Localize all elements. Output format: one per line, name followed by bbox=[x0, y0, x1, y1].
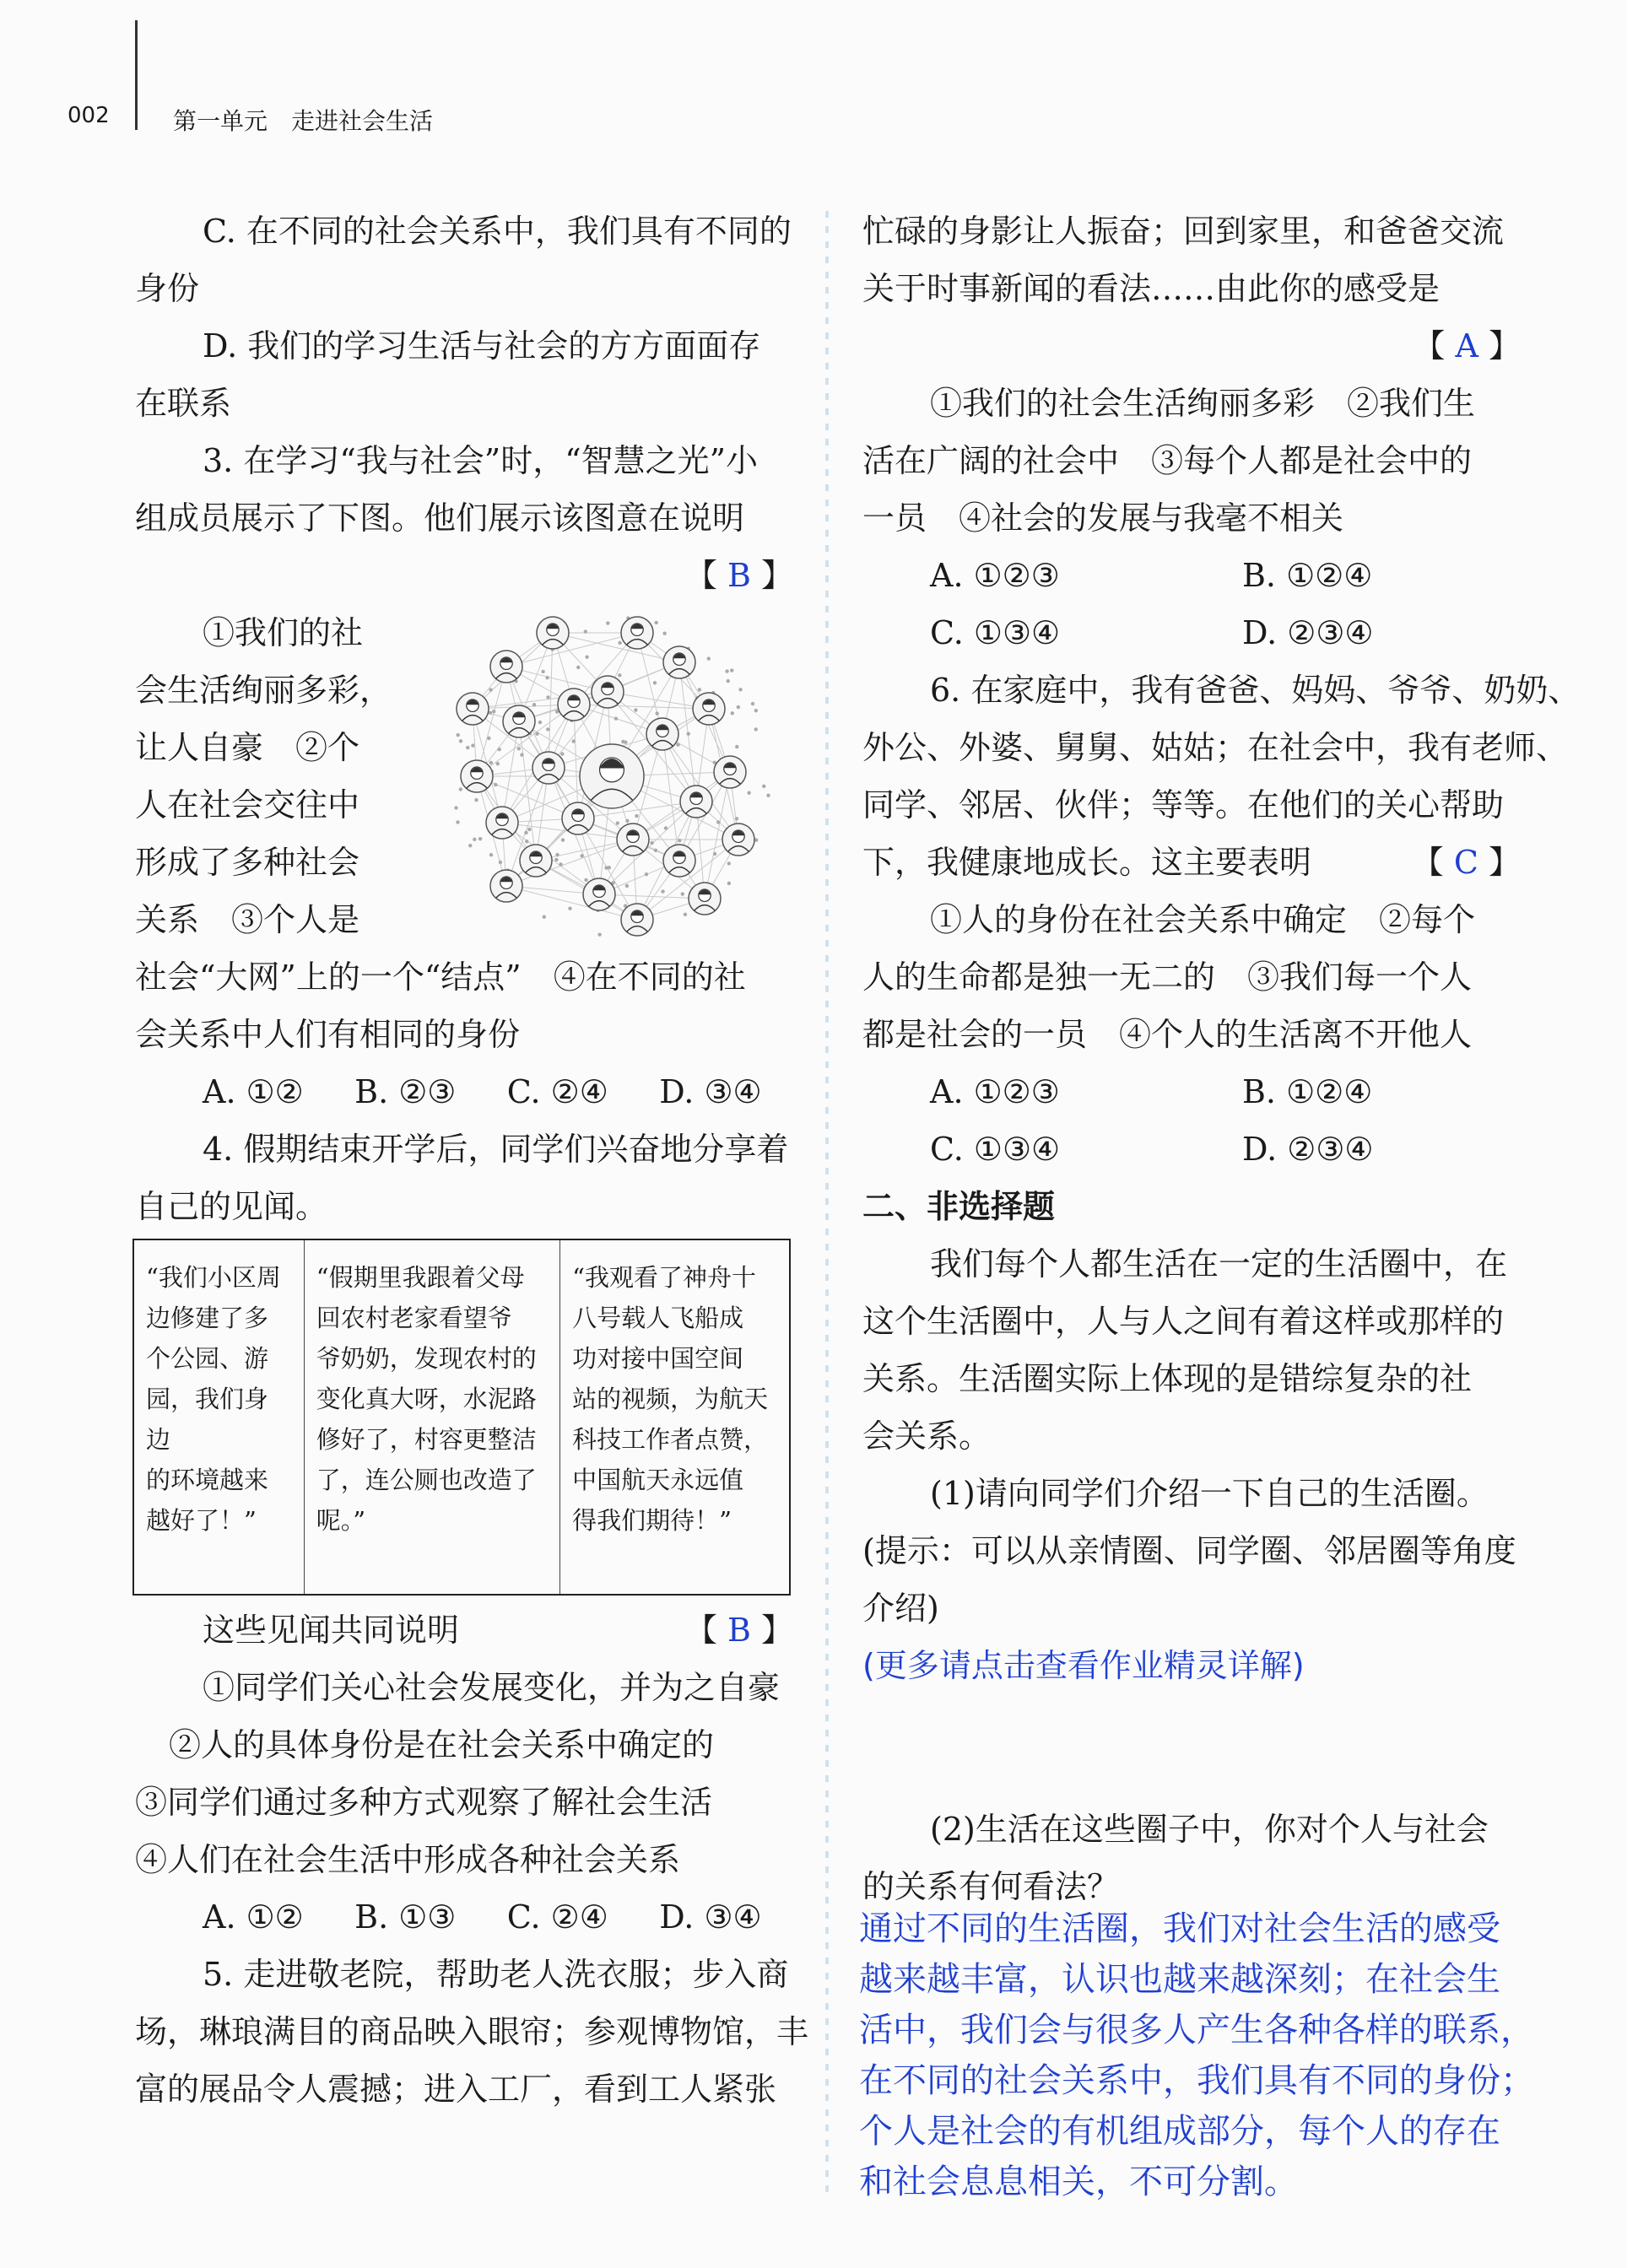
network-dot bbox=[532, 703, 536, 706]
network-dot bbox=[684, 913, 687, 916]
person-icon bbox=[532, 752, 565, 784]
network-dot bbox=[716, 820, 720, 824]
q6-choices-row bbox=[862, 1120, 1521, 1178]
network-link bbox=[679, 662, 696, 802]
network-dot bbox=[654, 849, 657, 852]
network-dot bbox=[678, 839, 681, 842]
sub-question-2: (2)生活在这些圈子中，你对个人与社会 bbox=[930, 1811, 1489, 1848]
network-dot bbox=[735, 745, 738, 748]
q5-choice: C. ①③④ bbox=[930, 614, 1061, 651]
q4-option: ①同学们关心社会发展变化，并为之自豪 bbox=[203, 1669, 781, 1706]
sub-question-2: 的关系有何看法？ bbox=[862, 1868, 1120, 1905]
network-dot bbox=[559, 862, 562, 866]
network-dot bbox=[661, 889, 664, 893]
q3-answer-bracket: 【 B 】 bbox=[684, 557, 793, 594]
network-link bbox=[662, 734, 679, 861]
network-dot bbox=[664, 826, 668, 829]
network-dot bbox=[585, 656, 588, 659]
person-icon bbox=[689, 883, 721, 915]
network-dot bbox=[545, 676, 549, 679]
network-dot bbox=[474, 798, 478, 802]
q3-answer: B bbox=[727, 557, 751, 594]
network-dot bbox=[541, 670, 544, 673]
network-dot bbox=[456, 820, 459, 824]
q3-option-line: 会关系中人们有相同的身份 bbox=[135, 1016, 521, 1053]
network-dot bbox=[653, 681, 657, 684]
network-dot bbox=[584, 629, 587, 633]
person-icon bbox=[663, 845, 695, 877]
quote-line: 越好了！” bbox=[146, 1506, 257, 1535]
q3-option-line: 会生活绚丽多彩， bbox=[135, 672, 392, 709]
network-dot bbox=[727, 882, 731, 885]
q2-option-d-cont: 在联系 bbox=[135, 385, 232, 422]
q5-stem-cont: 忙碌的身影让人振奋；回到家里，和爸爸交流 bbox=[862, 213, 1505, 250]
q3-choice: B. ②③ bbox=[354, 1073, 457, 1110]
network-dot bbox=[525, 840, 528, 843]
network-dot bbox=[497, 748, 500, 751]
q6-option: 都是社会的一员 ④个人的生活离不开他人 bbox=[862, 1016, 1473, 1053]
network-dot bbox=[538, 721, 542, 724]
network-dot bbox=[520, 753, 523, 756]
quote-line: 园，我们身边 bbox=[146, 1385, 269, 1454]
q6-answer-bracket: 【 C 】 bbox=[1411, 844, 1521, 881]
q4-stem-cont: 自己的见闻。 bbox=[135, 1188, 328, 1225]
network-dot bbox=[561, 838, 565, 841]
q4-option: ③同学们通过多种方式观察了解社会生活 bbox=[135, 1784, 713, 1821]
network-dot bbox=[654, 621, 657, 624]
network-dot bbox=[731, 711, 734, 715]
q4-answer-bracket: 【 B 】 bbox=[684, 1612, 793, 1649]
network-dot bbox=[645, 872, 648, 876]
network-dot bbox=[576, 666, 580, 669]
q4-option: ④人们在社会生活中形成各种社会关系 bbox=[135, 1841, 681, 1878]
person-icon bbox=[490, 651, 522, 683]
right-column-lower bbox=[862, 1801, 1538, 1915]
quote-line: 了，连公厕也改造了 bbox=[316, 1466, 537, 1494]
person-icon bbox=[621, 617, 653, 649]
q5-choices-row bbox=[862, 547, 1521, 604]
network-dot bbox=[546, 727, 549, 731]
q4-question-text: 这些见闻共同说明 bbox=[203, 1612, 460, 1649]
q4-quotes-table bbox=[132, 1239, 791, 1596]
q3-stem: 3. 在学习“我与社会”时，“智慧之光”小 bbox=[203, 442, 759, 479]
network-dot bbox=[621, 740, 624, 743]
q5-choice: A. ①②③ bbox=[930, 557, 1060, 594]
network-dot bbox=[597, 932, 601, 936]
q3-option-line: 让人自豪 ②个 bbox=[135, 729, 360, 766]
answer-line: 个人是社会的有机组成部分，每个人的存在 bbox=[859, 2112, 1500, 2151]
network-link bbox=[506, 633, 637, 667]
q6-choices-row bbox=[862, 1063, 1521, 1120]
network-dot bbox=[517, 747, 521, 750]
q5-answer: A bbox=[1455, 327, 1478, 364]
network-dot bbox=[543, 915, 546, 918]
network-dot bbox=[730, 668, 733, 672]
network-dot bbox=[546, 695, 549, 699]
q2-option-c: C. 在不同的社会关系中，我们具有不同的 bbox=[203, 213, 792, 250]
network-dot bbox=[737, 705, 740, 709]
network-dot bbox=[492, 710, 495, 713]
q5-stem: 5. 走进敬老院，帮助老人洗衣服；步入商 bbox=[203, 1956, 789, 1993]
q5-option: 一员 ④社会的发展与我毫不相关 bbox=[862, 500, 1344, 537]
network-link bbox=[549, 633, 553, 768]
q4-stem: 4. 假期结束开学后，同学们兴奋地分享着 bbox=[203, 1131, 789, 1168]
person-icon bbox=[621, 904, 653, 936]
person-icon bbox=[583, 878, 615, 910]
section2-intro: 关系。生活圈实际上体现的是错综复杂的社 bbox=[862, 1360, 1473, 1397]
quote-line: 中国航天永远值 bbox=[572, 1466, 744, 1494]
quote-line: 八号载人飞船成 bbox=[572, 1304, 744, 1332]
section2-intro: 会关系。 bbox=[862, 1418, 992, 1455]
network-dot bbox=[650, 841, 653, 845]
network-dot bbox=[524, 831, 527, 834]
q5-answer-bracket: 【 A 】 bbox=[1413, 327, 1521, 364]
person-icon bbox=[558, 688, 590, 721]
network-dot bbox=[766, 793, 770, 796]
sub-question-2-answer bbox=[859, 1904, 1559, 2207]
network-dot bbox=[473, 838, 476, 841]
network-dot bbox=[727, 679, 730, 683]
network-dot bbox=[738, 688, 742, 691]
person-icon bbox=[680, 786, 712, 818]
answer-line: 通过不同的生活圈，我们对社会生活的感受 bbox=[859, 1909, 1500, 1948]
network-dot bbox=[487, 737, 490, 740]
q6-stem: 6. 在家庭中，我有爸爸、妈妈、爷爷、奶奶、 bbox=[930, 672, 1581, 709]
person-icon bbox=[457, 693, 489, 725]
network-dot bbox=[568, 907, 571, 910]
unit-title: 第一单元 走进社会生活 bbox=[173, 107, 434, 135]
sub-question-1: (提示：可以从亲情圈、同学圈、邻居圈等角度 bbox=[862, 1532, 1516, 1569]
network-dot bbox=[754, 727, 758, 731]
q3-option-line: 关系 ③个人是 bbox=[135, 901, 360, 938]
q5-stem-cont: 场，琳琅满目的商品映入眼帘；参观博物馆，丰 bbox=[135, 2013, 809, 2050]
q4-choices bbox=[135, 1888, 793, 1946]
sub-question-1: 介绍) bbox=[862, 1590, 939, 1627]
network-dot bbox=[634, 708, 637, 711]
q5-option: 活在广阔的社会中 ③每个人都是社会中的 bbox=[862, 442, 1473, 479]
network-dot bbox=[489, 688, 492, 691]
person-icon bbox=[592, 676, 624, 708]
network-dot bbox=[535, 732, 538, 735]
person-icon bbox=[693, 693, 725, 725]
quote-line: 个公园、游 bbox=[146, 1344, 269, 1373]
q6-choice: D. ②③④ bbox=[1242, 1131, 1374, 1168]
q6-option: 人的生命都是独一无二的 ③我们每一个人 bbox=[862, 958, 1473, 996]
network-dot bbox=[554, 858, 558, 861]
left-column-lower bbox=[135, 1601, 809, 2118]
answer-line: 和社会息息相关，不可分割。 bbox=[859, 2163, 1298, 2201]
header-rule bbox=[135, 20, 138, 130]
network-dot bbox=[560, 752, 564, 755]
q3-option-line: 形成了多种社会 bbox=[135, 844, 360, 881]
network-dot bbox=[662, 632, 666, 635]
quote-line: 站的视频，为航天 bbox=[572, 1385, 769, 1413]
network-dot bbox=[468, 844, 472, 847]
q3-choice: A. ①② bbox=[203, 1073, 304, 1110]
network-dot bbox=[681, 892, 684, 895]
sub-question-1: (1)请向同学们介绍一下自己的生活圈。 bbox=[930, 1475, 1489, 1512]
quote-line: “假期里我跟着父母 bbox=[316, 1263, 525, 1292]
q3-choice: D. ③④ bbox=[659, 1073, 762, 1110]
network-dot bbox=[494, 783, 497, 786]
person-icon bbox=[663, 646, 695, 678]
network-dot bbox=[762, 785, 765, 788]
answer-line: 在不同的社会关系中，我们具有不同的身份； bbox=[859, 2061, 1534, 2100]
network-dot bbox=[584, 878, 587, 882]
q6-choice: C. ①③④ bbox=[930, 1131, 1061, 1168]
q5-stem-cont: 富的展品令人震撼；进入工厂，看到工人紧张 bbox=[135, 2071, 777, 2108]
q3-choice: C. ②④ bbox=[506, 1073, 608, 1110]
network-dot bbox=[454, 806, 457, 809]
q3-option-line: 社会“大网”上的一个“结点” ④在不同的社 bbox=[135, 958, 746, 996]
network-dot bbox=[713, 852, 716, 856]
person-icon bbox=[503, 705, 535, 737]
network-dot bbox=[608, 866, 611, 869]
quote-line: “我们小区周 bbox=[146, 1263, 281, 1292]
network-dot bbox=[527, 828, 531, 831]
section2-intro: 我们每个人都生活在一定的生活圈中，在 bbox=[930, 1245, 1508, 1282]
network-dot bbox=[571, 739, 575, 742]
q5-choice: D. ②③④ bbox=[1242, 614, 1374, 651]
person-icon bbox=[537, 617, 569, 649]
q5-stem-cont: 关于时事新闻的看法……由此你的感受是 bbox=[862, 270, 1441, 307]
q6-choice: B. ①②④ bbox=[1242, 1073, 1373, 1110]
network-dot bbox=[725, 669, 728, 672]
section2-intro: 这个生活圈中，人与人之间有着这样或那样的 bbox=[862, 1303, 1505, 1340]
quote-line: 爷奶奶，发现农村的 bbox=[316, 1344, 537, 1373]
q4-question bbox=[135, 1601, 793, 1659]
more-details-link[interactable]: (更多请点击查看作业精灵详解) bbox=[862, 1647, 1305, 1684]
network-dot bbox=[456, 733, 459, 737]
quote-line: 修好了，村容更整洁 bbox=[316, 1425, 537, 1454]
social-network-illustration bbox=[426, 608, 797, 949]
answer-line: 活中，我们会与很多人产生各种各样的联系， bbox=[859, 2011, 1534, 2049]
network-dot bbox=[618, 641, 621, 645]
q4-choice: B. ①③ bbox=[354, 1898, 457, 1936]
quote-line: 的环境越来 bbox=[146, 1466, 269, 1494]
q6-stem-cont bbox=[862, 834, 1521, 891]
network-dot bbox=[459, 787, 462, 791]
network-dot bbox=[555, 853, 559, 856]
q3-stem-cont: 组成员展示了下图。他们展示该图意在说明 bbox=[135, 500, 745, 537]
network-dot bbox=[489, 853, 493, 856]
network-dot bbox=[496, 762, 500, 765]
person-icon bbox=[722, 824, 754, 856]
q4-answer: B bbox=[727, 1612, 751, 1649]
q2-option-d: D. 我们的学习生活与社会的方方面面存 bbox=[203, 327, 761, 364]
network-dot bbox=[707, 656, 711, 660]
network-dot bbox=[698, 688, 701, 691]
q6-choice: A. ①②③ bbox=[930, 1073, 1060, 1110]
page-number: 002 bbox=[68, 103, 110, 128]
network-dot bbox=[655, 711, 658, 715]
q6-answer: C bbox=[1453, 844, 1478, 881]
person-icon bbox=[562, 802, 594, 834]
answer-line: 越来越丰富，认识也越来越深刻；在社会生 bbox=[859, 1960, 1500, 1999]
network-link bbox=[506, 886, 637, 920]
section2-title: 二、非选择题 bbox=[862, 1188, 1056, 1225]
q2-option-c-cont: 身份 bbox=[135, 270, 200, 307]
q3-choices bbox=[135, 1063, 793, 1120]
network-dot bbox=[478, 837, 482, 840]
q5-option: ①我们的社会生活绚丽多彩 ②我们生 bbox=[930, 385, 1476, 422]
network-dot bbox=[499, 861, 502, 864]
network-dot bbox=[687, 732, 690, 736]
network-dot bbox=[625, 884, 629, 888]
quote-cell bbox=[304, 1239, 559, 1595]
network-dot bbox=[747, 791, 750, 795]
quote-line: 边修建了多 bbox=[146, 1304, 269, 1332]
q3-option-line: ①我们的社 bbox=[203, 614, 364, 651]
person-icon bbox=[617, 824, 649, 856]
q4-choice: A. ①② bbox=[203, 1898, 304, 1936]
q6-stem-cont: 外公、外婆、舅舅、姑姑；在社会中，我有老师、 bbox=[862, 729, 1569, 766]
network-dot bbox=[727, 861, 731, 865]
right-column bbox=[862, 202, 1581, 1694]
quote-line: 功对接中国空间 bbox=[572, 1344, 744, 1373]
network-link bbox=[574, 705, 578, 818]
person-icon bbox=[486, 807, 518, 839]
network-dot bbox=[676, 742, 679, 746]
q6-option: ①人的身份在社会关系中确定 ②每个 bbox=[930, 901, 1476, 938]
network-dot bbox=[735, 817, 738, 820]
network-dot bbox=[635, 814, 638, 818]
network-dot bbox=[618, 673, 621, 677]
quote-line: 得我们期待！” bbox=[572, 1506, 732, 1535]
quote-cell bbox=[560, 1239, 790, 1595]
quote-line: 科技工作者点赞， bbox=[572, 1425, 769, 1454]
q3-option-line: 人在社会交往中 bbox=[135, 786, 360, 824]
quote-line: 呢。” bbox=[316, 1506, 366, 1535]
q5-choices-row bbox=[862, 604, 1521, 662]
column-divider bbox=[825, 211, 829, 2194]
network-dot bbox=[489, 761, 493, 764]
network-dot bbox=[459, 739, 462, 742]
person-icon bbox=[580, 744, 644, 808]
network-dot bbox=[466, 746, 469, 749]
q6-stem-cont: 同学、邻居、伙伴；等等。在他们的关心帮助 bbox=[862, 786, 1505, 824]
person-icon bbox=[714, 756, 746, 788]
person-icon bbox=[520, 845, 552, 877]
q5-choice: B. ①②④ bbox=[1242, 557, 1373, 594]
person-icon bbox=[646, 718, 678, 750]
quote-line: 变化真大呀，水泥路 bbox=[316, 1385, 537, 1413]
network-dot bbox=[625, 819, 629, 823]
quote-line: “我观看了神舟十 bbox=[572, 1263, 756, 1292]
network-dot bbox=[754, 709, 758, 712]
network-dot bbox=[580, 854, 583, 857]
network-dot bbox=[471, 743, 474, 747]
network-dot bbox=[614, 716, 618, 720]
quote-line: 回农村老家看望爷 bbox=[316, 1304, 512, 1332]
quote-cell bbox=[133, 1239, 304, 1595]
network-dot bbox=[606, 621, 609, 624]
q4-choice: C. ②④ bbox=[506, 1898, 608, 1936]
network-dot bbox=[616, 821, 619, 824]
network-dot bbox=[751, 702, 754, 705]
q6-stem-text: 下，我健康地成长。这主要表明 bbox=[862, 844, 1312, 881]
person-icon bbox=[490, 870, 522, 902]
person-icon bbox=[461, 760, 493, 792]
q4-choice: D. ③④ bbox=[659, 1898, 762, 1936]
q4-option: ②人的具体身份是在社会关系中确定的 bbox=[169, 1726, 715, 1763]
